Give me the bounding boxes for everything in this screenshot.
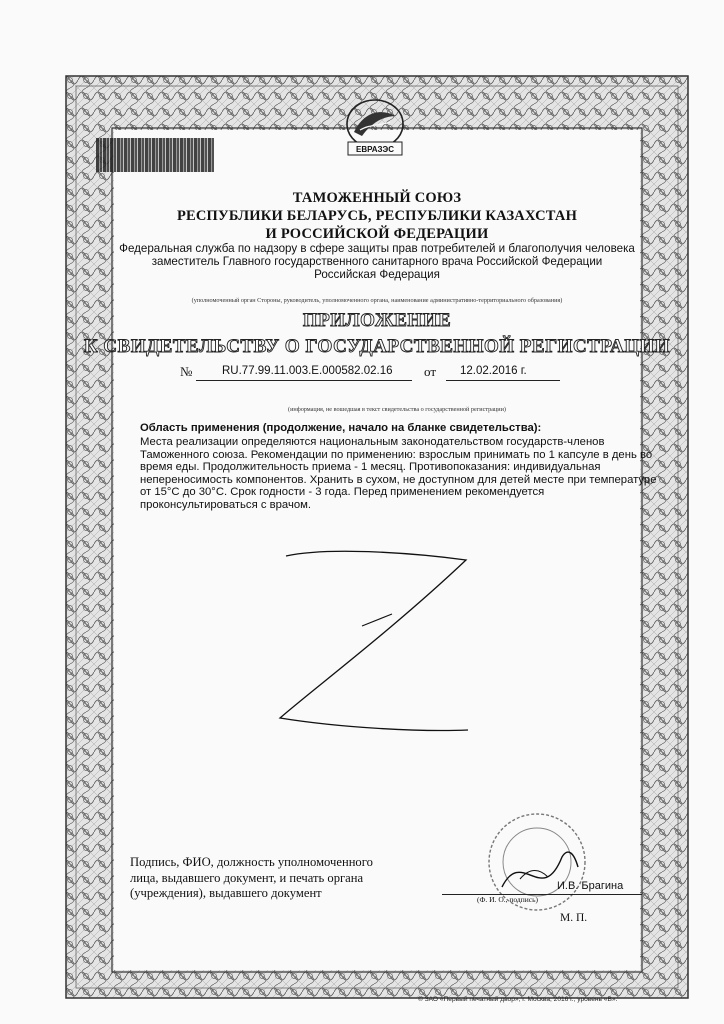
federation-line: И РОССИЙСКОЙ ФЕДЕРАЦИИ [265, 226, 489, 242]
barcode-redacted [96, 138, 214, 172]
evrazes-logo [340, 96, 410, 160]
scope-line: время еды. Продолжительность приема - 1 месяц. Противопоказания: индивидуальная [140, 461, 601, 474]
authority-line-3: Российская Федерация [314, 268, 440, 281]
publisher-line: © ЗАО «Первый печатный двор», г. Москва, 2016 г., уровень «В». [418, 996, 618, 1003]
title-to-certificate: К СВИДЕТЕЛЬСТВУ О ГОСУДАРСТВЕННОЙ РЕГИСТРАЦИИ [83, 336, 671, 357]
fio-underline [442, 894, 642, 895]
signature-label [130, 855, 430, 902]
signer-name: И.В. Брагина [557, 880, 624, 892]
registration-date: 12.02.2016 г. [460, 365, 527, 377]
scope-heading: Область применения (продолжение, начало на бланке свидетельства): [140, 422, 542, 434]
signature-label-line: (учреждения), выдавшего документ [130, 886, 322, 900]
scope-line: Таможенного союза. Рекомендации по применению: взрослым принимать по 1 капсуле в день во [140, 448, 653, 461]
authority-line-1: Федеральная служба по надзору в сфере защиты прав потребителей и благополучия человека [119, 242, 635, 255]
seal-mark: М. П. [560, 912, 588, 924]
scope-line: от 15°С до 30°С. Срок годности - 3 года. Перед применением рекомендуется [140, 486, 545, 499]
registration-caption: (информация, не вошедшая в текст свидетельства о государственной регистрации) [288, 406, 506, 413]
blank-space-strike [272, 550, 472, 740]
fio-caption: (Ф. И. О., подпись) [477, 895, 539, 904]
authority-caption: (уполномоченный орган Стороны, руководитель, уполномоченного органа, наименование административно-территориального образования) [191, 297, 563, 304]
signature-label-line: Подпись, ФИО, должность уполномоченного [130, 855, 373, 869]
number-underline [196, 380, 412, 381]
registration-number: RU.77.99.11.003.E.000582.02.16 [222, 365, 393, 377]
scope-line: непереносимость компонентов. Хранить в сухом, не доступном для детей месте при температуре [140, 473, 657, 486]
signature-label-line: лица, выдавшего документ, и печать органа [130, 870, 364, 885]
date-underline [446, 380, 560, 381]
logo-caption: ЕВРАЗЭС [355, 145, 395, 154]
republics-line: РЕСПУБЛИКИ БЕЛАРУСЬ, РЕСПУБЛИКИ КАЗАХСТАН [176, 208, 578, 224]
registration-line [180, 365, 600, 383]
certificate-sheet [62, 72, 692, 1002]
authority-line-2: заместитель Главного государственного санитарного врача Российской Федерации [151, 255, 603, 268]
scope-text [140, 436, 680, 512]
scope-line: проконсультироваться с врачом. [140, 498, 312, 511]
union-title: ТАМОЖЕННЫЙ СОЮЗ [292, 190, 462, 206]
scope-line: Места реализации определяются национальным законодательством государств-членов [140, 436, 605, 448]
date-prefix: от [424, 364, 437, 379]
title-appendix: ПРИЛОЖЕНИЕ [302, 310, 452, 331]
number-prefix: № [180, 364, 193, 379]
